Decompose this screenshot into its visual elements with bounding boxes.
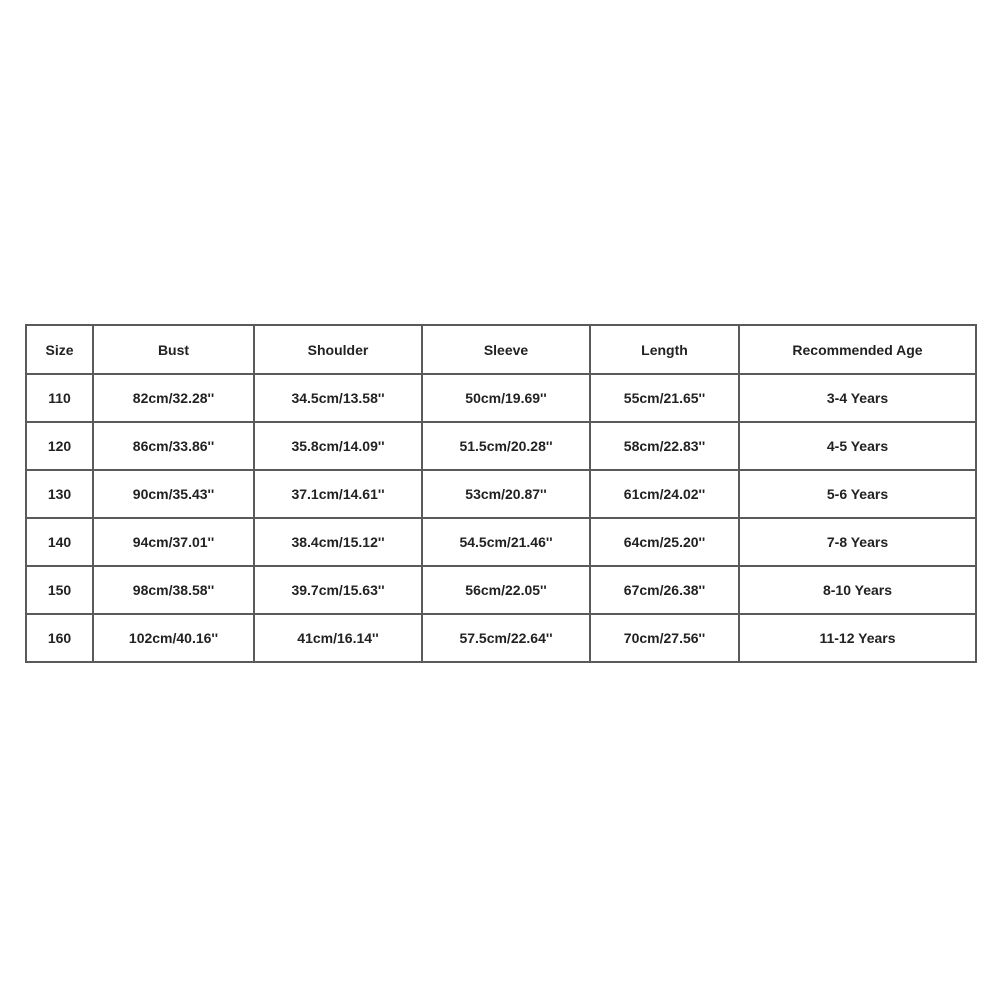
header-size: Size xyxy=(26,325,93,374)
table-body xyxy=(26,374,976,662)
cell-length: 55cm/21.65'' xyxy=(590,374,739,422)
cell-bust: 94cm/37.01'' xyxy=(93,518,254,566)
cell-sleeve: 56cm/22.05'' xyxy=(422,566,590,614)
cell-sleeve: 51.5cm/20.28'' xyxy=(422,422,590,470)
cell-bust: 86cm/33.86'' xyxy=(93,422,254,470)
cell-shoulder: 41cm/16.14'' xyxy=(254,614,422,662)
cell-size: 120 xyxy=(26,422,93,470)
cell-length: 58cm/22.83'' xyxy=(590,422,739,470)
cell-shoulder: 35.8cm/14.09'' xyxy=(254,422,422,470)
cell-bust: 82cm/32.28'' xyxy=(93,374,254,422)
table-row xyxy=(26,566,976,614)
cell-bust: 98cm/38.58'' xyxy=(93,566,254,614)
header-bust: Bust xyxy=(93,325,254,374)
header-length: Length xyxy=(590,325,739,374)
header-sleeve: Sleeve xyxy=(422,325,590,374)
cell-length: 67cm/26.38'' xyxy=(590,566,739,614)
header-recommended-age: Recommended Age xyxy=(739,325,976,374)
table-row xyxy=(26,470,976,518)
table-row xyxy=(26,518,976,566)
table-row xyxy=(26,374,976,422)
size-chart-table xyxy=(25,324,977,663)
cell-recommended-age: 8-10 Years xyxy=(739,566,976,614)
cell-recommended-age: 3-4 Years xyxy=(739,374,976,422)
cell-shoulder: 38.4cm/15.12'' xyxy=(254,518,422,566)
cell-sleeve: 57.5cm/22.64'' xyxy=(422,614,590,662)
cell-size: 160 xyxy=(26,614,93,662)
cell-length: 70cm/27.56'' xyxy=(590,614,739,662)
cell-bust: 102cm/40.16'' xyxy=(93,614,254,662)
cell-sleeve: 54.5cm/21.46'' xyxy=(422,518,590,566)
cell-shoulder: 34.5cm/13.58'' xyxy=(254,374,422,422)
cell-recommended-age: 5-6 Years xyxy=(739,470,976,518)
header-row xyxy=(26,325,976,374)
table-row xyxy=(26,614,976,662)
cell-shoulder: 37.1cm/14.61'' xyxy=(254,470,422,518)
cell-recommended-age: 4-5 Years xyxy=(739,422,976,470)
cell-recommended-age: 11-12 Years xyxy=(739,614,976,662)
cell-shoulder: 39.7cm/15.63'' xyxy=(254,566,422,614)
table-row xyxy=(26,422,976,470)
cell-length: 61cm/24.02'' xyxy=(590,470,739,518)
cell-sleeve: 50cm/19.69'' xyxy=(422,374,590,422)
table-header xyxy=(26,325,976,374)
cell-size: 150 xyxy=(26,566,93,614)
cell-size: 110 xyxy=(26,374,93,422)
cell-size: 130 xyxy=(26,470,93,518)
cell-sleeve: 53cm/20.87'' xyxy=(422,470,590,518)
cell-size: 140 xyxy=(26,518,93,566)
header-shoulder: Shoulder xyxy=(254,325,422,374)
cell-length: 64cm/25.20'' xyxy=(590,518,739,566)
cell-bust: 90cm/35.43'' xyxy=(93,470,254,518)
cell-recommended-age: 7-8 Years xyxy=(739,518,976,566)
